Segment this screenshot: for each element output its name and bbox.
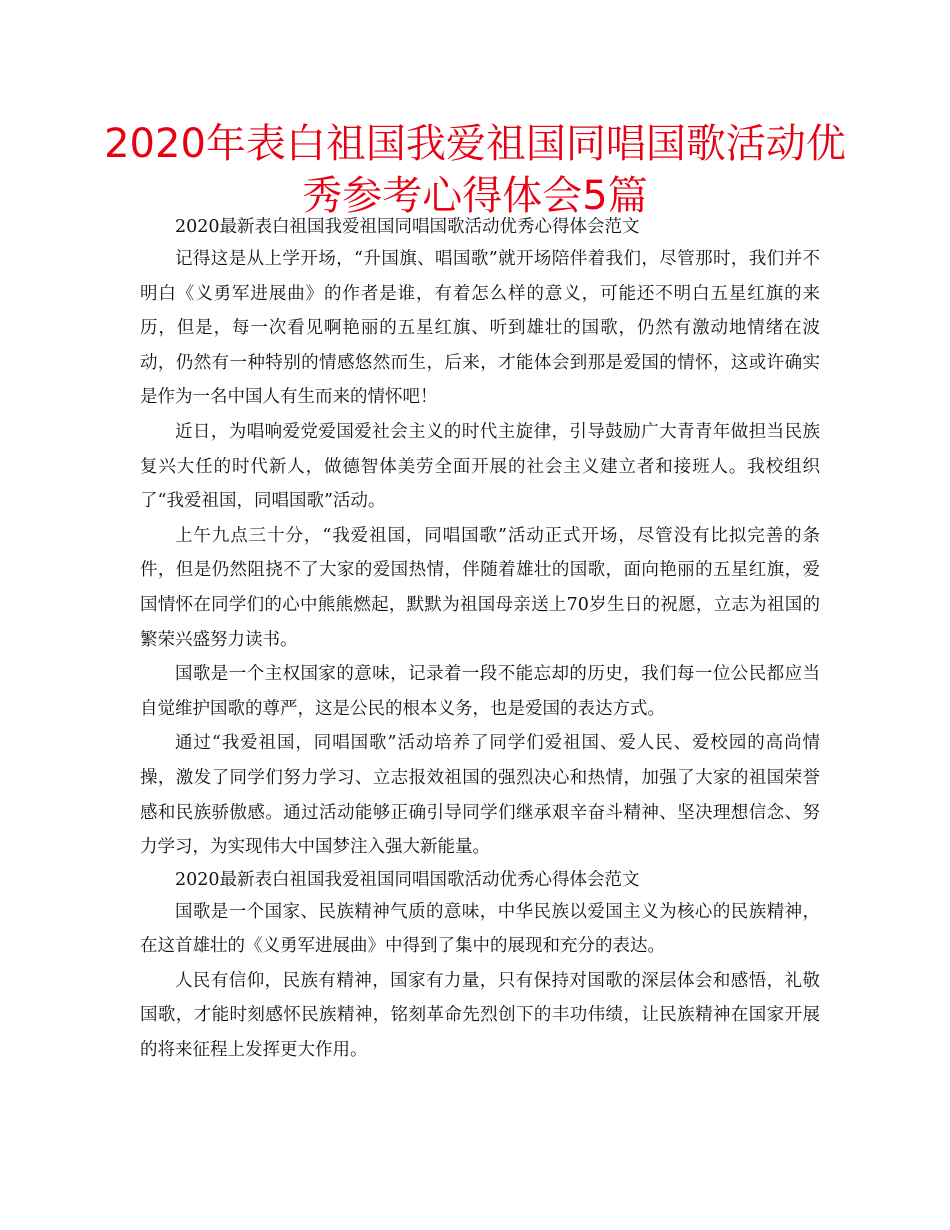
paragraph: 近日，为唱响爱党爱国爱社会主义的时代主旋律，引导鼓励广大青青年做担当民族复兴大任的时代新人，做德智体美劳全面开展的社会主义建立者和接班人。我校组织了“我爱祖国，同唱国歌”活动。 <box>140 421 820 512</box>
paragraph: 国歌是一个国家、民族精神气质的意味，中华民族以爱国主义为核心的民族精神，在这首雄壮的《义勇军进展曲》中得到了集中的展现和充分的表达。 <box>140 901 820 957</box>
document-title: 2020年表白祖国我爱祖国同唱国歌活动优秀参考心得体会5篇 <box>104 121 846 219</box>
section-heading: 2020最新表白祖国我爱祖国同唱国歌活动优秀心得体会范文 <box>175 217 640 237</box>
paragraph: 上午九点三十分，“我爱祖国，同唱国歌”活动正式开场，尽管没有比拟完善的条件，但是仍然阻挠不了大家的爱国热情，伴随着雄壮的国歌，面向艳丽的五星红旗，爱国情怀在同学们的心中熊熊燃起，默默为祖国母亲送上70岁生日的祝愿，立志为祖国的繁荣兴盛努力读书。 <box>140 525 820 650</box>
paragraph: 记得这是从上学开场，“升国旗、唱国歌”就开场陪伴着我们，尽管那时，我们并不明白《义勇军进展曲》的作者是谁，有着怎么样的意义，可能还不明白五星红旗的来历，但是，每一次看见啊艳丽的五星红旗、听到雄壮的国歌，仍然有激动地情绪在波动，仍然有一种特别的情感悠然而生，后来，才能体会到那是爱国的情怀，这或许确实是作为一名中国人有生而来的情怀吧！ <box>140 249 820 408</box>
section-heading: 2020最新表白祖国我爱祖国同唱国歌活动优秀心得体会范文 <box>175 869 640 890</box>
paragraph: 国歌是一个主权国家的意味，记录着一段不能忘却的历史，我们每一位公民都应当自觉维护国歌的尊严，这是公民的根本义务，也是爱国的表达方式。 <box>140 664 820 719</box>
document-body <box>140 212 820 1068</box>
paragraph: 人民有信仰，民族有精神，国家有力量，只有保持对国歌的深层体会和感悟，礼敬国歌，才能时刻感怀民族精神，铭刻革命先烈创下的丰功伟绩，让民族精神在国家开展的将来征程上发挥更大作用。 <box>140 970 820 1061</box>
paragraph: 通过“我爱祖国，同唱国歌”活动培养了同学们爱祖国、爱人民、爱校园的高尚情操，激发了同学们努力学习、立志报效祖国的强烈决心和热情，加强了大家的祖国荣誉感和民族骄傲感。通过活动能够正确引导同学们继承艰辛奋斗精神、坚决理想信念、努力学习，为实现伟大中国梦注入强大新能量。 <box>140 733 820 858</box>
